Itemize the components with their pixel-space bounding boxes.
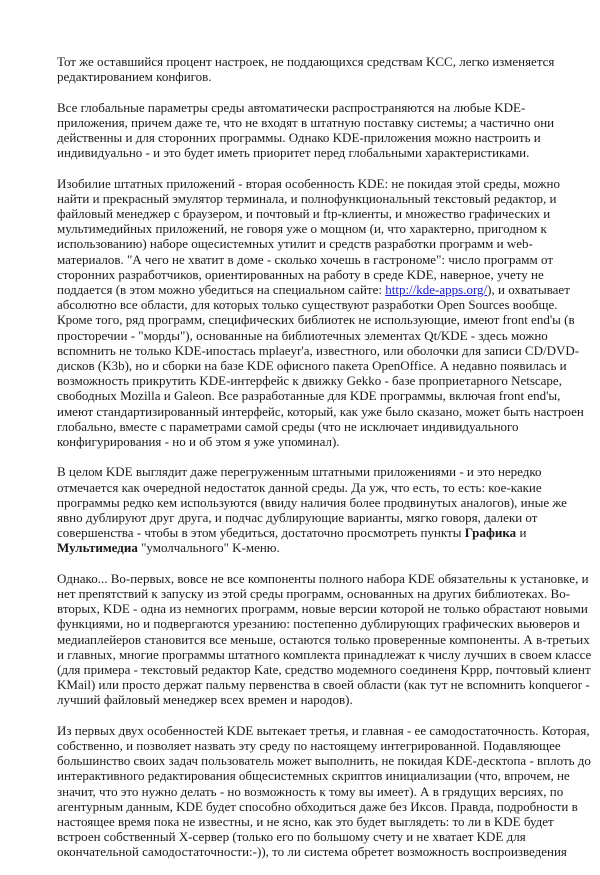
paragraph (57, 176, 597, 450)
text-line: KMail) или просто держат пальму первенства в своей области (как тут не вспомнить konqueror - (57, 677, 590, 693)
text-line: действенны и для сторонних программы. Однако KDE-приложения можно настроить и (57, 130, 541, 145)
text-line (57, 540, 597, 555)
text-line: Кроме того, ряд программ, специфических библиотек не использующие, имеют front end'ы (в (57, 312, 575, 328)
text-line: Однако... Во-первых, вовсе не все компоненты полного набора KDE обязательны к установке, и (57, 570, 589, 586)
text-line: глобально, вместе с параметрами самой среды (что не исключает индивидуального (57, 418, 519, 434)
text-line: просторечии - "морды"), основанные на библиотечных элементах Qt/KDE - здесь можно (57, 327, 548, 343)
text-line: мультимедийных приложений, не говоря уже о мощном (и, что характерно, пригодном к (57, 221, 547, 237)
text-line: интерактивного редактирования общесистемных скриптов инициализации (что, впрочем, не (57, 768, 570, 784)
text-line: редактированием конфигов. (57, 69, 212, 85)
paragraph (57, 100, 597, 161)
text-line: явно дублируют друг друга, и подчас дублирующие варианты, мягко говоря, далеки от (57, 510, 538, 526)
text-line: дисков (K3b), но и сборки на базе KDE офисного пакета OpenOffice. А недавно появилась и (57, 358, 567, 374)
text-line: встроен собственный X-сервер (только его по большому счету и не хватает KDE для (57, 829, 526, 845)
text-line: функциями, но и подвергаются урезанию: постепенно дублирующих графических вьюверов и (57, 616, 580, 632)
text-line: Все глобальные параметры среды автоматически распространяются на любые KDE- (57, 99, 526, 115)
text-line: и главных, многие программы штатного комплекта принадлежат к числу лучших в своем классе (57, 646, 592, 662)
text-line: собственно, и позволяет назвать эту среду по настоящему интегрированной. Подавляющее (57, 738, 561, 754)
text-line: значит, что это нужно делать - но возможность к тому вы имеет). А в грядущих версиях, по (57, 783, 564, 799)
text-line: настоящее время пока не известны, и не ясно, как это будет выглядеть: то ли в KDE будет (57, 814, 554, 830)
text-line: (для примера - текстовый редактор Kate, средство модемного соединеня Kppp, почтовый клиент (57, 662, 591, 678)
text-line: сторонних разработчиков, ориентированных на работу в среде KDE, наверное, учету не (57, 266, 544, 282)
text-line: абсолютно все области, для которых только существуют разработки Open Sources вообще. (57, 297, 558, 313)
text-line: имеют стандартизированный интерфейс, который, как уже было сказано, может быть настроен (57, 403, 584, 419)
text-segment: "умолчального" K-меню. (137, 540, 280, 556)
text-line: конфигурирования - но и об этом я уже упоминал). (57, 434, 340, 450)
text-line: использованию) наборе ощесистемных утилит и средств разработки программ и web- (57, 236, 533, 252)
text-line: большинство своих задач пользователь может выполнить, не покидая KDE-десктопа - вплоть до (57, 753, 591, 769)
bold-term: Мультимедиа (57, 540, 138, 556)
text-line: возможность прикрутить KDE-интерфейс к движку Gekko - базе проприетарного Netscape, (57, 373, 562, 389)
text-line: файловый менеджер с браузером, и почтовый и ftp-клиенты, и множество графических и (57, 206, 551, 221)
paragraph (57, 464, 597, 555)
text-line: медиаплейеров становится все меньше, остаются только проверенные компоненты. А в-третьих (57, 631, 590, 647)
paragraph (57, 723, 597, 860)
text-line: окончательной самодостаточности:-)), то ли система обретет возможность воспроизведения (57, 844, 567, 860)
text-segment: и (516, 525, 527, 541)
text-line: Из первых двух особенностей KDE вытекает третья, и главная - ее самодостаточность. Которая, (57, 722, 590, 738)
text-line: Тот же оставшийся процент настроек, не поддающихся средствам KCC, легко изменяется (57, 54, 555, 69)
paragraph (57, 54, 597, 84)
text-line (57, 282, 597, 297)
text-line: Изобилие штатных приложений - вторая особенность KDE: не покидая этой среды, можно (57, 175, 561, 191)
text-line: приложения, причем даже те, что не входят в штатную поставку системы; а частично они (57, 114, 555, 130)
text-line: материалов. "А чего не хватит в доме - сколько хочешь в гастрономе": число программ от (57, 251, 554, 267)
text-line: вспомнить не только KDE-ипостась mplaeyr'a, известного, или оболочки для записи CD/DVD- (57, 342, 580, 358)
text-line: отмечается как очередной недостаток данной среды. Да уж, что есть, то есть: кое-какие (57, 479, 542, 495)
paragraph (57, 571, 597, 708)
text-line: программы редко кем используются (ввиду наличия более продвинутых аналогов), иные же (57, 494, 567, 510)
text-line (57, 525, 597, 540)
text-line: индивидуально - и это будет иметь приоритет перед глобальными характеристиками. (57, 145, 530, 161)
text-line: лучший файловый менеджер всех времен и народов). (57, 692, 353, 708)
text-line: найти и прекрасный эмулятор терминала, и полнофункциональный текстовый редактор, и (57, 190, 557, 206)
text-segment: ), и охватывает (487, 282, 570, 298)
text-line: В целом KDE выглядит даже перегруженным штатными приложениями - и это нередко (57, 464, 542, 480)
text-segment: совершенства - чтобы в этом убедиться, достаточно просмотреть пункты (57, 525, 465, 541)
text-line: агентурным данным, KDE будет способно обходиться даже без Иксов. Правда, подробности в (57, 798, 578, 814)
kde-apps-link[interactable]: http://kde-apps.org/ (385, 282, 488, 298)
document-body (57, 54, 597, 875)
bold-term: Графика (464, 525, 517, 541)
text-segment: поддается (в этом можно убедиться на специальном сайте: (57, 282, 386, 298)
text-line: нет препятствий к запуску из этой среды программ, основанных на других библиотеках. Во- (57, 586, 571, 602)
text-line: вторых, KDE - одна из немногих программ, новые версии которой не только обрастают новыми (57, 601, 588, 617)
text-line: свободных Mozilla и Galeon. Все разработанные для KDE программы, включая front end'ы, (57, 388, 561, 404)
